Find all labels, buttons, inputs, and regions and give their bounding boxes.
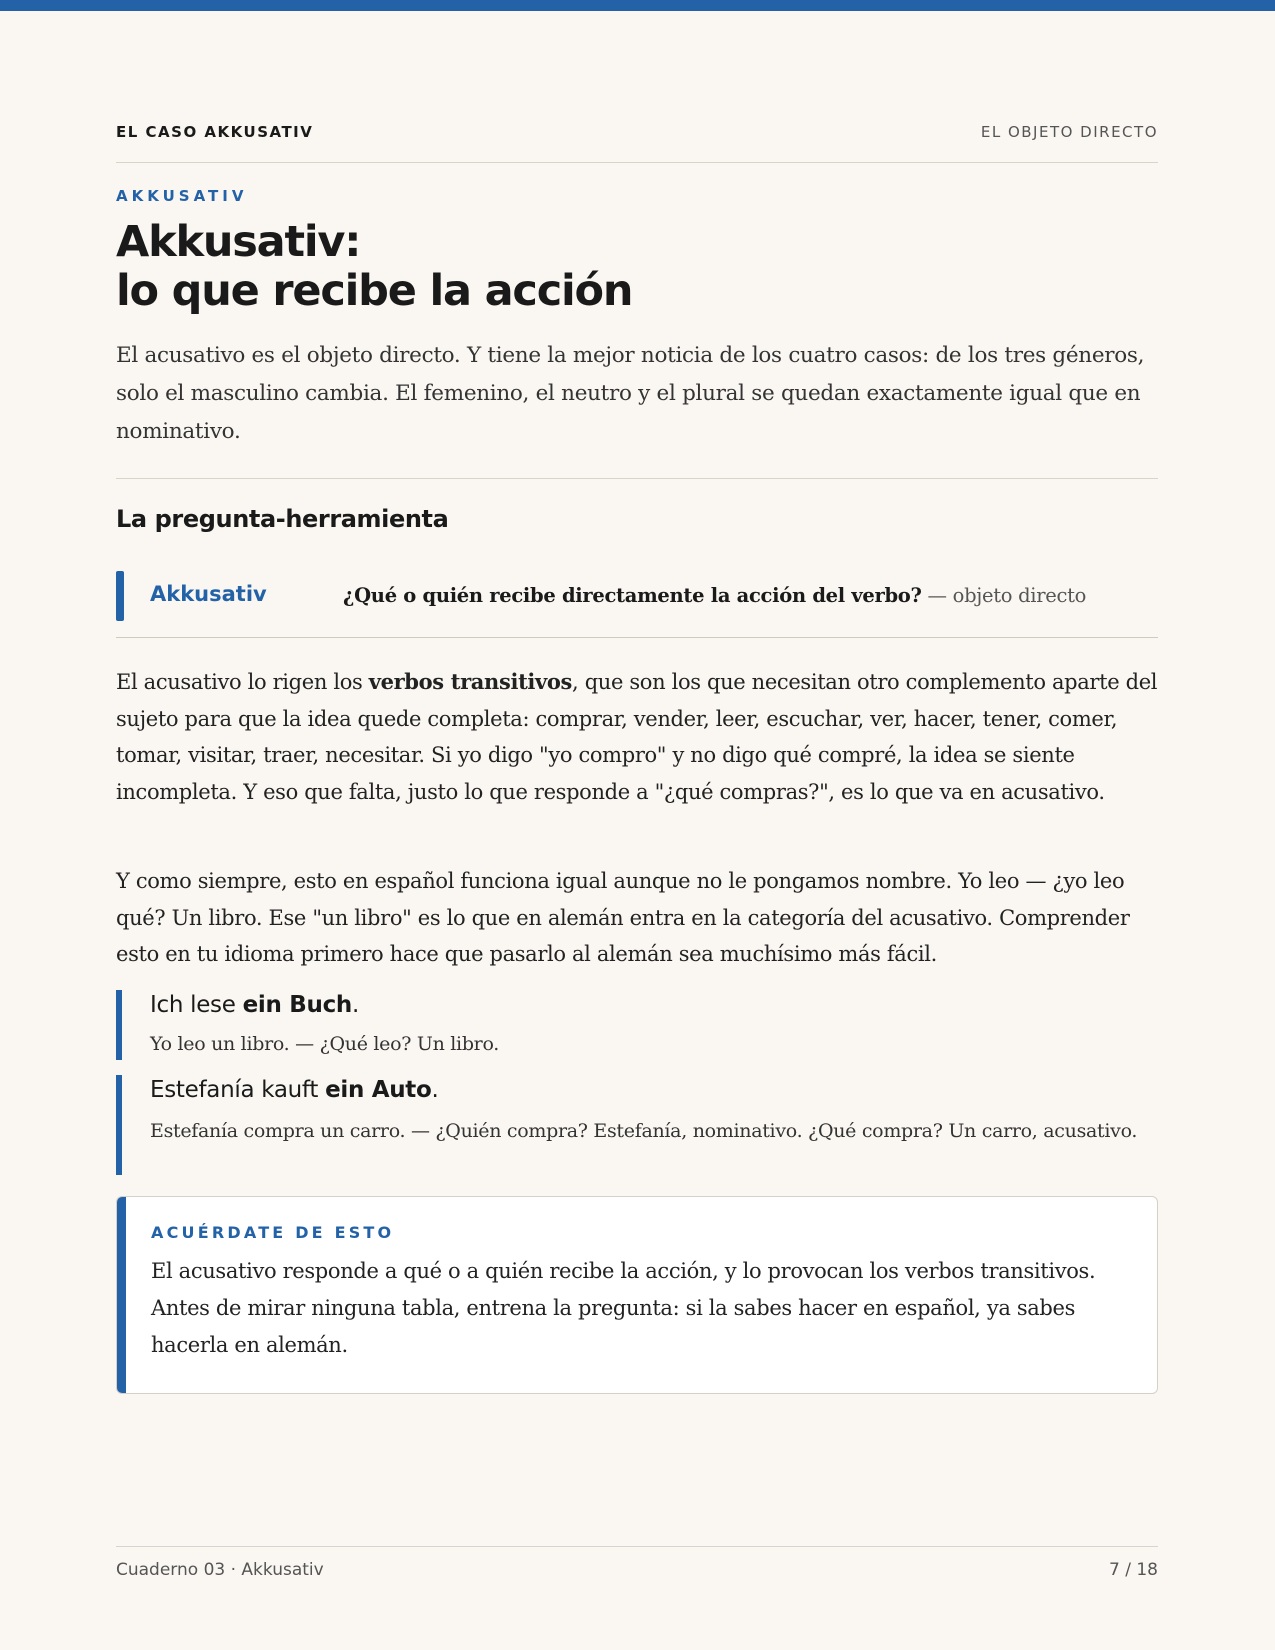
- example-1-german-before: Ich lese: [150, 992, 243, 1018]
- example-1-bar: [116, 990, 122, 1060]
- example-2-german-after: .: [431, 1077, 439, 1103]
- header-chapter-title: EL CASO AKKUSATIV: [116, 123, 314, 141]
- footer-divider: [116, 1546, 1158, 1547]
- remember-callout-text: El acusativo responde a qué o a quién recibe la acción, y lo provocan los verbos transitivos. Antes de mirar ninguna tabla, entrena la pregunta: si la sabes hacer en español, ya sabes hacerla en alemán.: [151, 1259, 1096, 1357]
- example-2-bar: [116, 1075, 122, 1175]
- example-1-german: [150, 992, 359, 1018]
- page-title: [116, 218, 632, 316]
- remember-callout: [116, 1196, 1158, 1394]
- header-divider: [116, 162, 1158, 163]
- body-paragraph-2: Y como siempre, esto en español funciona igual aunque no le pongamos nombre. Yo leo — ¿yo leo qué? Un libro. Ese "un libro" es lo que en alemán entra en la categoría del acusativo. Comprender esto en tu idioma primero hace que pasarlo al alemán sea muchísimo más fácil.: [116, 869, 1130, 966]
- page-title-line-1: Akkusativ:: [116, 217, 361, 267]
- example-1: [116, 990, 1158, 1060]
- intro-paragraph: El acusativo es el objeto directo. Y tiene la mejor noticia de los cuatro casos: de los tres géneros, solo el masculino cambia. El femenino, el neutro y el plural se quedan exactamente igual que en nominativo.: [116, 343, 1145, 444]
- example-2: [116, 1075, 1158, 1175]
- footer-notebook-title: Cuaderno 03 · Akkusativ: [116, 1560, 324, 1580]
- p1-after: , que son los que necesitan otro complemento aparte del sujeto para que la idea quede completa: comprar, vender, leer, escuchar, ver, hacer, tener, comer, tomar, visitar, traer, necesitar. Si yo digo "yo compro" y no digo qué compré, la idea se siente incompleta. Y eso que falta, justo lo que responde a "¿qué compras?", es lo que va en acusativo.: [116, 670, 1158, 804]
- tool-question-question: ¿Qué o quién recibe directamente la acción del verbo?: [343, 584, 922, 607]
- remember-callout-label: ACUÉRDATE DE ESTO: [151, 1223, 395, 1242]
- example-2-german-before: Estefanía kauft: [150, 1077, 326, 1103]
- example-1-spanish: Yo leo un libro. — ¿Qué leo? Un libro.: [150, 1033, 500, 1055]
- p1-bold-term: verbos transitivos: [368, 669, 573, 694]
- tool-question-accent: [116, 571, 124, 621]
- page-title-line-2: lo que recibe la acción: [116, 266, 633, 316]
- example-1-german-after: .: [352, 992, 360, 1018]
- top-accent-bar: [0, 0, 1275, 11]
- remember-callout-bar: [117, 1197, 126, 1393]
- example-2-german: [150, 1077, 439, 1103]
- tool-question-text: [343, 584, 1086, 607]
- tool-question-divider: [116, 637, 1158, 638]
- p1-before: El acusativo lo rigen los: [116, 670, 369, 694]
- example-1-german-bold: ein Buch: [242, 992, 352, 1018]
- tool-question-case: Akkusativ: [150, 582, 267, 606]
- page-number: 7 / 18: [1109, 1560, 1158, 1580]
- example-2-german-bold: ein Auto: [325, 1077, 432, 1103]
- page-footer: [116, 1560, 1158, 1580]
- intro-divider: [116, 478, 1158, 479]
- tool-question-row: [116, 571, 1158, 621]
- section-eyebrow: AKKUSATIV: [116, 187, 248, 205]
- section-heading: La pregunta-herramienta: [116, 505, 449, 533]
- example-2-spanish: Estefanía compra un carro. — ¿Quién compra? Estefanía, nominativo. ¿Qué compra? Un carro, acusativo.: [150, 1120, 1138, 1142]
- running-header: [116, 123, 1158, 141]
- header-section-title: EL OBJETO DIRECTO: [980, 123, 1158, 141]
- body-paragraph-1: [116, 664, 1158, 810]
- tool-question-note: — objeto directo: [927, 584, 1087, 607]
